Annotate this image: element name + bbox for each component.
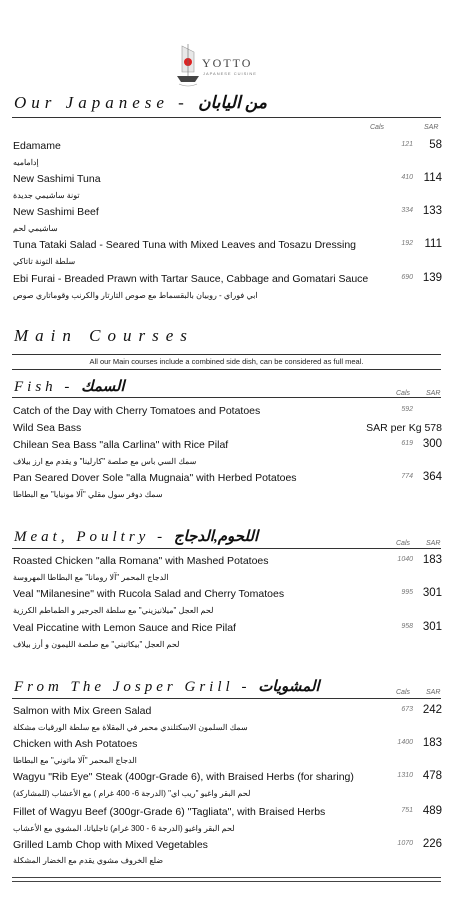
menu-item-cals: 1400 (397, 739, 413, 746)
col-sar: SAR (424, 124, 439, 131)
divider (12, 117, 441, 118)
section-title-meat-poultry (14, 527, 258, 546)
section-title-ar: المشويات (258, 679, 320, 695)
menu-item-cals: 592 (401, 406, 413, 413)
col-cals: Cals (396, 540, 411, 547)
section-title-fish (14, 377, 125, 396)
menu-item-cals: 410 (401, 174, 413, 181)
footer-divider (12, 877, 441, 878)
menu-item-arabic: الدجاج المحمر "آلا ماتوني" مع البطاطا (13, 756, 137, 765)
section-title-main-courses: Main Courses (14, 326, 194, 345)
menu-item-arabic: ساشيمي لحم (13, 224, 58, 233)
brand-tagline: JAPANESE CUISINE (203, 71, 257, 76)
menu-item-cals: 751 (401, 807, 413, 814)
menu-item-cals: 690 (401, 274, 413, 281)
col-cals: Cals (370, 124, 385, 131)
section-title-josper-grill (14, 677, 320, 696)
menu-item-name: Ebi Furai - Breaded Prawn with Tartar Sauce, Cabbage and Gomatari Sauce (13, 273, 369, 285)
menu-item-price: 242 (422, 704, 442, 716)
menu-item-cals: 192 (401, 240, 413, 247)
menu-item-price: 478 (422, 770, 442, 782)
main-courses-note: All our Main courses include a combined side dish, can be considered as full meal. (12, 354, 441, 370)
menu-item-price: 301 (422, 587, 442, 599)
menu-item-price: 364 (422, 471, 442, 483)
menu-item-arabic: إداماميه (13, 158, 39, 167)
menu-item-price: 226 (422, 838, 442, 850)
menu-item-arabic: تونة ساشيمي جديدة (13, 191, 80, 200)
footer-divider (12, 881, 441, 882)
menu-item-name: Veal "Milanesine" with Rucola Salad and Cherry Tomatoes (13, 588, 285, 600)
menu-item-name: Chicken with Ash Potatoes (13, 738, 138, 750)
menu-item-price: 183 (422, 737, 442, 749)
menu-item-name: Roasted Chicken "alla Romana" with Mashed Potatoes (13, 555, 269, 567)
menu-item-cals: 619 (401, 440, 413, 447)
menu-item-arabic: لحم البقر واغيو (الدرجة 6 - 300 غرام) تاجلياتا، المشوي مع الأعشاب (13, 824, 235, 833)
menu-item-name: Wagyu "Rib Eye" Steak (400gr-Grade 6), with Braised Herbs (for sharing) (13, 771, 354, 783)
col-sar: SAR (426, 390, 441, 397)
menu-item-cals: 673 (401, 706, 413, 713)
brand-logo (176, 42, 276, 88)
menu-item-price: 301 (422, 621, 442, 633)
menu-item-price: SAR per Kg 578 (366, 422, 442, 434)
menu-item-cals: 774 (401, 473, 413, 480)
menu-item-name: Catch of the Day with Cherry Tomatoes and Potatoes (13, 405, 261, 417)
menu-item-cals: 1040 (397, 556, 413, 563)
menu-item-price: 114 (423, 172, 442, 184)
section-title-japanese (14, 93, 267, 113)
menu-item-cals: 334 (401, 207, 413, 214)
menu-item-price: 139 (422, 272, 442, 284)
menu-item-arabic: لحم البقر واغيو "ريب اي" (الدرجة 6- 400 غرام ) مع الأعشاب (للمشاركة) (13, 789, 251, 798)
menu-item-name: Edamame (13, 140, 61, 152)
divider (12, 548, 441, 549)
col-cals: Cals (396, 390, 411, 397)
menu-item-arabic: ابي فوراي - روبيان بالبقسماط مع صوص التارتار والكرنب وقوماتاري صوص (13, 291, 258, 300)
divider (12, 698, 441, 699)
menu-item-arabic: الدجاج المحمر "آلا رومانا" مع البطاطا المهروسة (13, 573, 169, 582)
section-title-ar: اللحوم,الدجاج (173, 529, 259, 545)
menu-item-cals: 995 (401, 589, 413, 596)
menu-item-name: Wild Sea Bass (13, 422, 82, 434)
menu-item-arabic: لحم العجل "بيكاتيني" مع صلصة الليمون و أرز بيلاف (13, 640, 180, 649)
col-sar: SAR (426, 540, 441, 547)
section-title-en: Our Japanese - (14, 93, 189, 112)
section-title-en: Fish - (14, 379, 74, 395)
menu-item-cals: 1070 (397, 840, 413, 847)
menu-item-cals: 1310 (397, 772, 413, 779)
menu-item-arabic: سلطة التونة تاتاكي (13, 257, 76, 266)
menu-item-price: 133 (422, 205, 442, 217)
menu-item-price: 111 (424, 238, 442, 250)
menu-item-name: Grilled Lamb Chop with Mixed Vegetables (13, 839, 208, 851)
section-title-en: Meat, Poultry - (14, 529, 167, 545)
section-title-ar: السمك (81, 379, 125, 395)
col-sar: SAR (426, 689, 441, 696)
menu-item-name: Salmon with Mix Green Salad (13, 705, 152, 717)
section-title-en: From The Josper Grill - (14, 679, 251, 695)
menu-item-arabic: لحم العجل "ميلانيزيني" مع سلطة الجرجير و الطماطم الكرزية (13, 606, 214, 615)
menu-item-name: Pan Seared Dover Sole "alla Mugnaia" with Herbed Potatoes (13, 472, 297, 484)
menu-item-name: New Sashimi Tuna (13, 173, 101, 185)
menu-item-name: Chilean Sea Bass "alla Carlina" with Rice Pilaf (13, 439, 229, 451)
menu-item-price: 300 (422, 438, 442, 450)
menu-item-cals: 958 (401, 623, 413, 630)
menu-item-name: Veal Piccatine with Lemon Sauce and Rice Pilaf (13, 622, 236, 634)
col-cals: Cals (396, 689, 411, 696)
menu-item-price: 489 (422, 805, 442, 817)
menu-item-name: New Sashimi Beef (13, 206, 99, 218)
brand-name: YOTTO (202, 56, 253, 70)
section-title-ar: من اليابان (198, 93, 267, 112)
menu-item-name: Tuna Tataki Salad - Seared Tuna with Mixed Leaves and Tosazu Dressing (13, 239, 357, 251)
menu-item-price: 183 (422, 554, 442, 566)
menu-item-arabic: سمك السلمون الاسكتلندي محمر في المقلاة مع سلطة الورقيات مشكلة (13, 723, 248, 732)
menu-item-price: 58 (429, 139, 442, 151)
divider (12, 397, 441, 398)
menu-item-arabic: ضلع الخروف مشوي يقدم مع الخضار المشكلة (13, 856, 164, 865)
menu-item-arabic: سمك السي باس مع صلصة "كارلينا" و يقدم مع ارز بيلاف (13, 457, 197, 466)
menu-item-name: Fillet of Wagyu Beef (300gr-Grade 6) "Tagliata", with Braised Herbs (13, 806, 326, 818)
menu-item-arabic: سمك دوفر سول مقلي "آلا مونيايا" مع البطاطا (13, 490, 163, 499)
menu-item-cals: 121 (401, 141, 413, 148)
boat-logo-icon (176, 42, 200, 88)
